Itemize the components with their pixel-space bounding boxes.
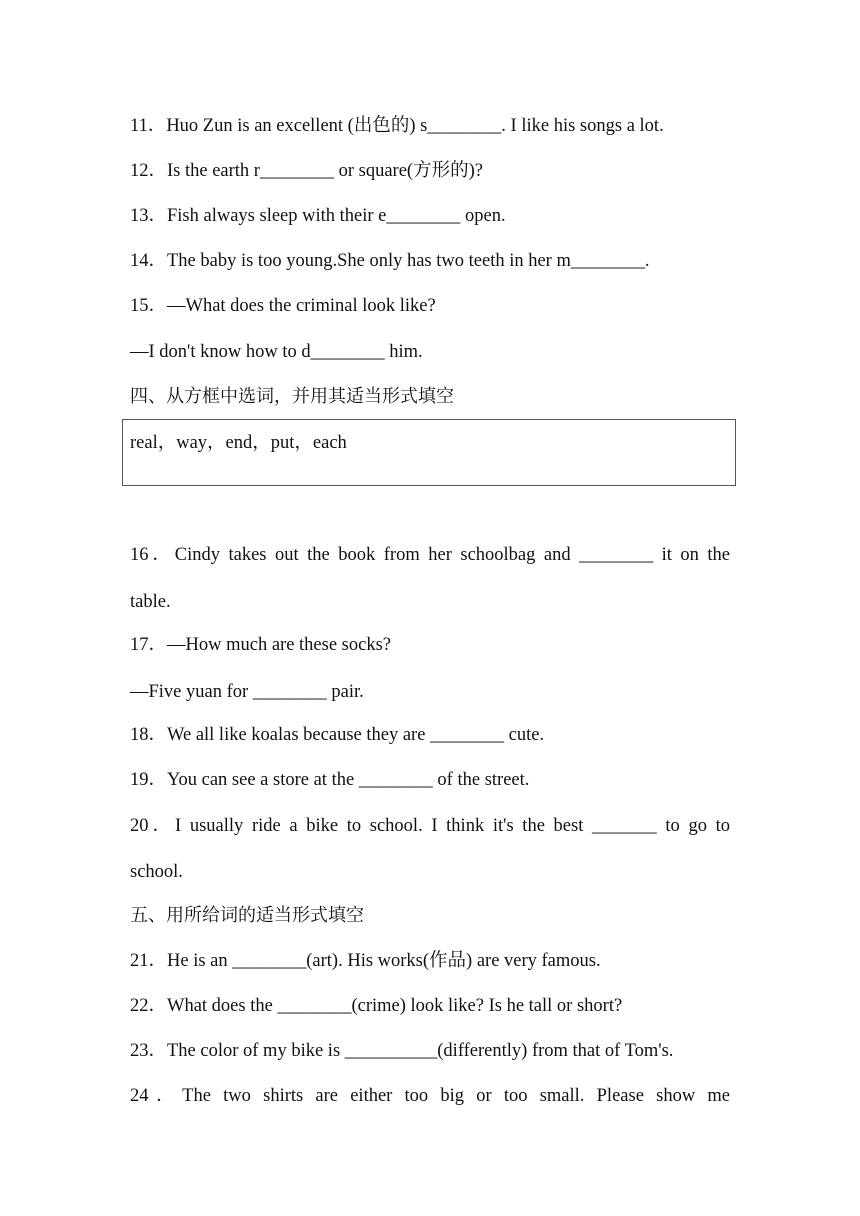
question-13: 13．Fish always sleep with their e________ open. xyxy=(130,206,506,226)
question-11: 11．Huo Zun is an excellent (出色的) s________. I like his songs a lot. xyxy=(130,116,664,136)
question-20-line-1: 20．I usually ride a bike to school. I think it's the best _______ to go to xyxy=(130,816,730,836)
question-24-line-1: 24．The two shirts are either too big or too small. Please show me xyxy=(130,1086,730,1106)
question-20-line-2: school. xyxy=(130,862,183,882)
word-box xyxy=(122,419,736,486)
word-box-text: real，way，end，put，each xyxy=(130,433,347,453)
section-4-title: 四、从方框中选词，并用其适当形式填空 xyxy=(130,386,454,407)
question-14: 14．The baby is too young.She only has two teeth in her m________. xyxy=(130,251,650,271)
question-19: 19．You can see a store at the ________ of the street. xyxy=(130,770,530,790)
question-22: 22．What does the ________(crime) look like? Is he tall or short? xyxy=(130,996,623,1016)
question-17-line-1: 17．—How much are these socks? xyxy=(130,635,391,655)
section-5-title: 五、用所给词的适当形式填空 xyxy=(130,905,364,926)
question-17-line-2: —Five yuan for ________ pair. xyxy=(130,682,364,702)
question-16-line-2: table. xyxy=(130,592,171,612)
question-15-line-2: —I don't know how to d________ him. xyxy=(130,342,423,362)
question-18: 18．We all like koalas because they are ________ cute. xyxy=(130,725,545,745)
question-23: 23．The color of my bike is __________(differently) from that of Tom's. xyxy=(130,1041,674,1061)
question-15-line-1: 15．—What does the criminal look like? xyxy=(130,296,436,316)
question-21: 21．He is an ________(art). His works(作品) are very famous. xyxy=(130,951,601,971)
question-16-line-1: 16．Cindy takes out the book from her schoolbag and ________ it on the xyxy=(130,545,730,565)
question-12: 12．Is the earth r________ or square(方形的)? xyxy=(130,161,483,181)
